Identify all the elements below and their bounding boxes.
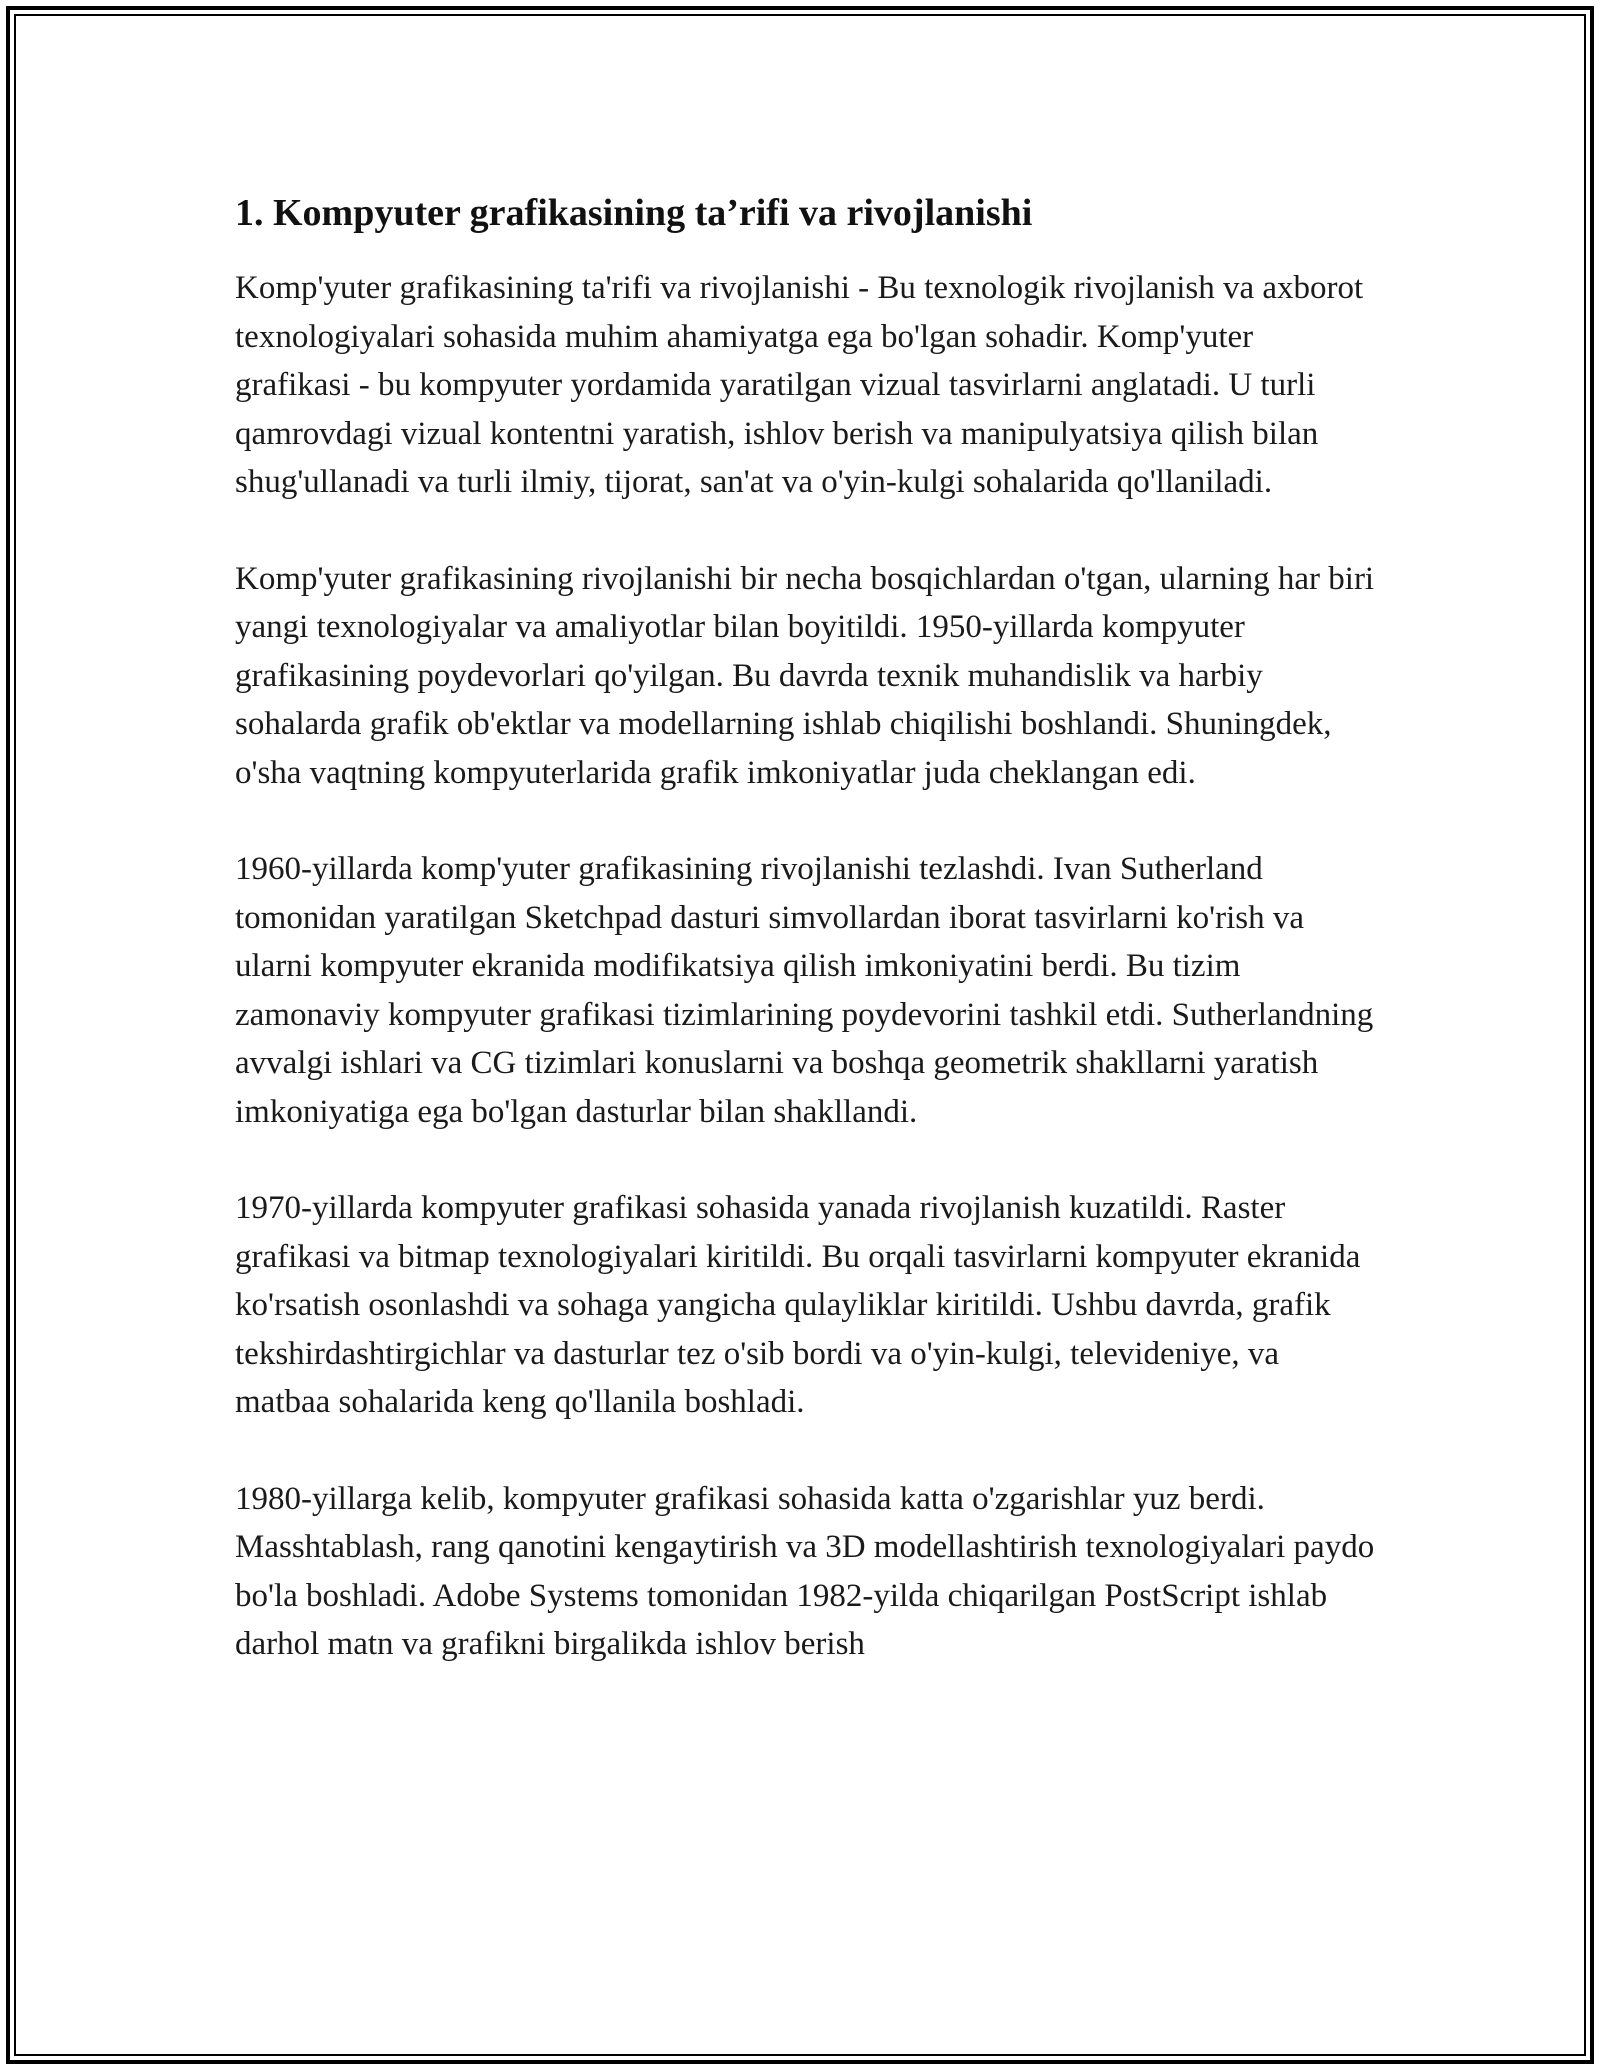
document-body xyxy=(235,186,1375,1669)
section-heading: 1. Kompyuter grafikasining ta’rifi va rivojlanishi xyxy=(235,192,1033,234)
paragraph-1970s: 1970-yillarda kompyuter grafikasi sohasida yanada rivojlanish kuzatildi. Raster grafikasi va bitmap texnologiyalari kiritildi. Bu orqali tasvirlarni kompyuter ekranida ko'rsatish osonlashdi va sohaga yangicha qulayliklar kiritildi. Ushbu davrda, grafik tekshirdashtirgichlar va dasturlar tez o'sib bordi va o'yin-kulgi, televideniye, va matbaa sohalarida keng qo'llanila boshladi. xyxy=(235,1190,1361,1420)
paragraph-1950s: Komp'yuter grafikasining rivojlanishi bir necha bosqichlardan o'tgan, ularning har biri yangi texnologiyalar va amaliyotlar bilan boyitildi. 1950-yillarda kompyuter grafikasining poydevorlari qo'yilgan. Bu davrda texnik muhandislik va harbiy sohalarda grafik ob'ektlar va modellarning ishlab chiqilishi boshlandi. Shuningdek, o'sha vaqtning kompyuterlarida grafik imkoniyatlar juda cheklangan edi. xyxy=(235,560,1375,791)
paragraph-1960s: 1960-yillarda komp'yuter grafikasining rivojlanishi tezlashdi. Ivan Sutherland tomonidan yaratilgan Sketchpad dasturi simvollardan iborat tasvirlarni ko'rish va ularni kompyuter ekranida modifikatsiya qilish imkoniyatini berdi. Bu tizim zamonaviy kompyuter grafikasi tizimlarining poydevorini tashkil etdi. Sutherlandning avvalgi ishlari va CG tizimlari konuslarni va boshqa geometrik shakllarni yaratish imkoniyatiga ega bo'lgan dasturlar bilan shakllandi. xyxy=(235,851,1374,1130)
paragraph-1980s: 1980-yillarga kelib, kompyuter grafikasi sohasida katta o'zgarishlar yuz berdi. Masshtablash, rang qanotini kengaytirish va 3D modellashtirish texnologiyalari paydo bo'la boshladi. Adobe Systems tomonidan 1982-yilda chiqarilgan PostScript ishlab darhol matn va grafikni birgalikda ishlov berish xyxy=(235,1480,1375,1662)
paragraph-definition: Komp'yuter grafikasining ta'rifi va rivojlanishi - Bu texnologik rivojlanish va axborot texnologiyalari sohasida muhim ahamiyatga ega bo'lgan sohadir. Komp'yuter grafikasi - bu kompyuter yordamida yaratilgan vizual tasvirlarni anglatadi. U turli qamrovdagi vizual kontentni yaratish, ishlov berish va manipulyatsiya qilish bilan shug'ullanadi va turli ilmiy, tijorat, san'at va o'yin-kulgi sohalarida qo'llaniladi. xyxy=(235,270,1364,500)
